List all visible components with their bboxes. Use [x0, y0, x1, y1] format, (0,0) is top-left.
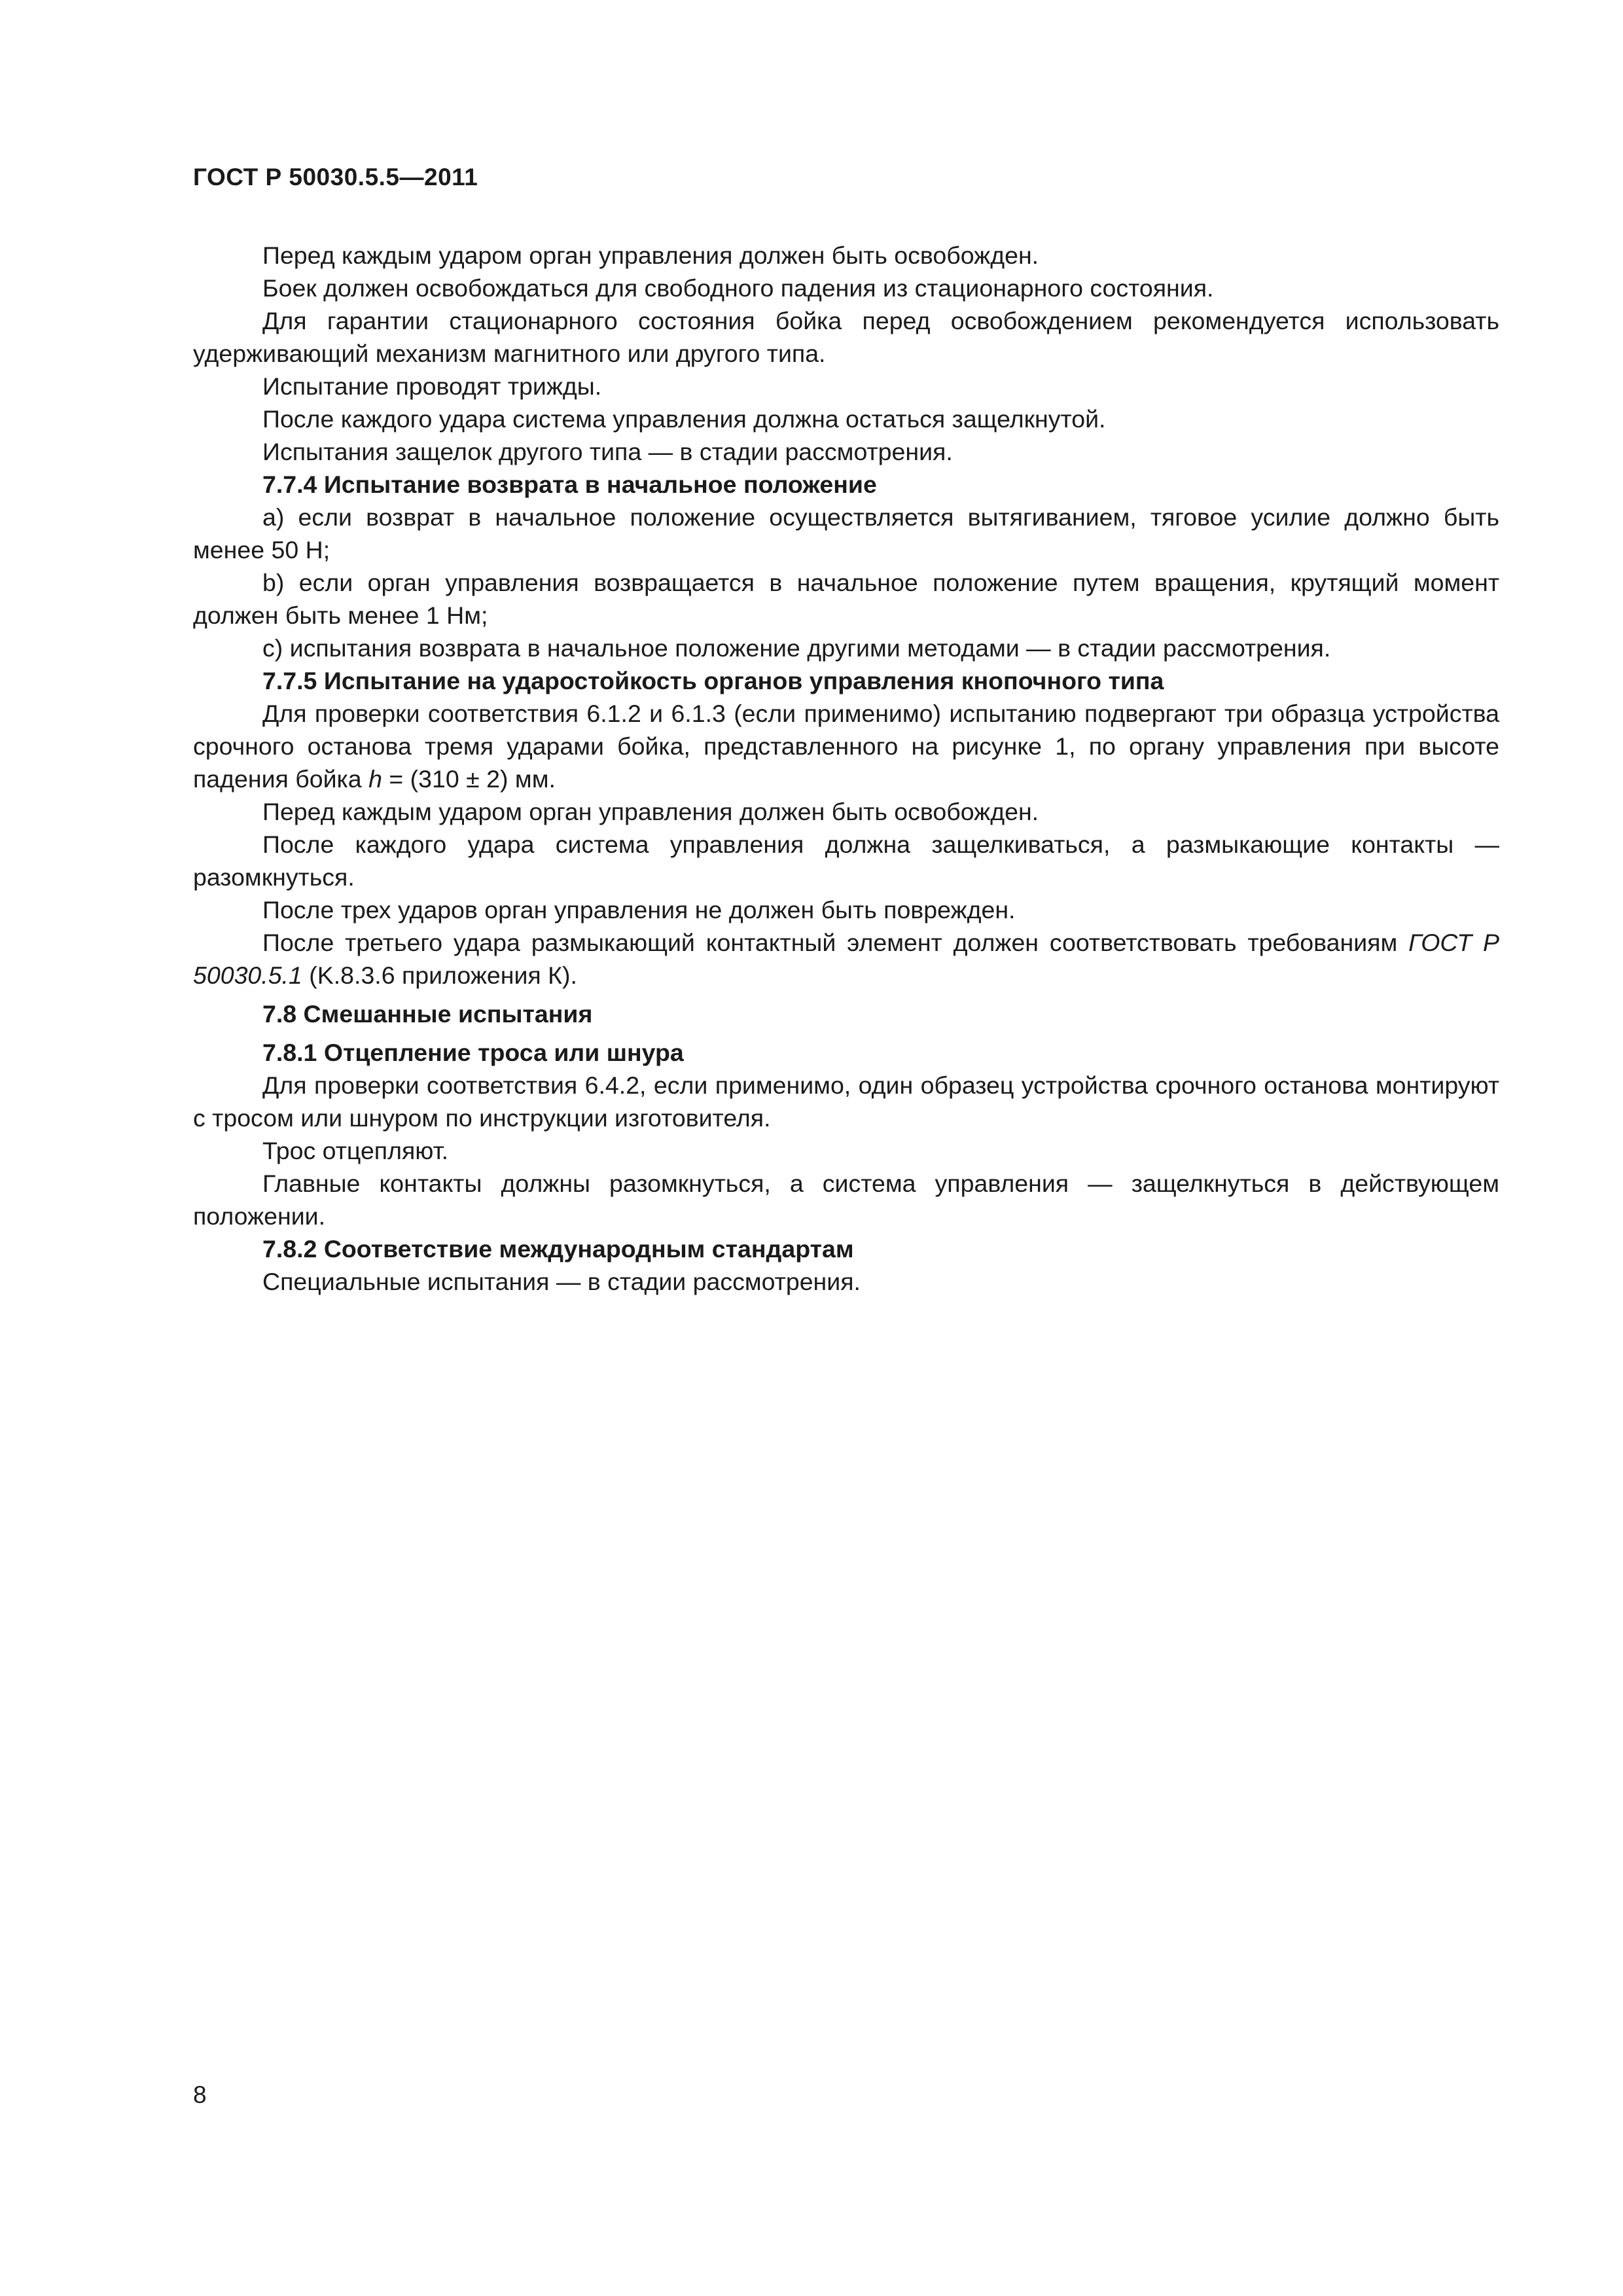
section-heading-7-7-5: 7.7.5 Испытание на ударостойкость органов управления кнопочного типа	[262, 667, 1164, 694]
list-item-c: c) испытания возврата в начальное положение другими методами — в стадии рассмотрения.	[262, 634, 1331, 662]
variable-h: h	[368, 765, 382, 793]
paragraph: Перед каждым ударом орган управления должен быть освобожден.	[262, 242, 1039, 269]
paragraph: Главные контакты должны разомкнуться, а система управления — защелкнуться в действующем положении.	[193, 1170, 1499, 1230]
section-heading-7-8-1: 7.8.1 Отцепление троса или шнура	[262, 1039, 684, 1066]
paragraph: Для проверки соответствия 6.4.2, если применимо, один образец устройства срочного останова монтируют с тросом или шнуром по инструкции изготовителя.	[193, 1071, 1499, 1132]
list-item-a: a) если возврат в начальное положение осуществляется вытягиванием, тяговое усилие должно быть менее 50 Н;	[193, 503, 1499, 564]
paragraph: После каждого удара система управления должна остаться защелкнутой.	[262, 405, 1106, 433]
paragraph	[193, 926, 1499, 992]
document-body	[193, 239, 1499, 1298]
section-heading-7-7-4: 7.7.4 Испытание возврата в начальное положение	[262, 471, 877, 498]
paragraph: Испытания защелок другого типа — в стадии рассмотрения.	[262, 438, 953, 465]
paragraph: Испытание проводят трижды.	[262, 372, 602, 400]
section-heading-7-8: 7.8 Смешанные испытания	[262, 1000, 593, 1028]
paragraph: Трос отцепляют.	[262, 1137, 449, 1164]
paragraph-text: После третьего удара размыкающий контактный элемент должен соответствовать требованиям	[262, 929, 1409, 956]
paragraph-text: = (310 ± 2) мм.	[382, 765, 556, 793]
standard-reference: ГОСТ Р 50030.5.1	[193, 929, 1499, 989]
paragraph: Боек должен освобождаться для свободного падения из стационарного состояния.	[262, 274, 1214, 302]
paragraph	[193, 697, 1499, 795]
document-code-header: ГОСТ Р 50030.5.5—2011	[193, 164, 478, 190]
paragraph: Для гарантии стационарного состояния бойка перед освобождением рекомендуется использовать удерживающий механизм магнитного или другого типа.	[193, 307, 1499, 367]
page-number: 8	[193, 2081, 207, 2108]
paragraph-text: Для проверки соответствия 6.1.2 и 6.1.3 (если применимо) испытанию подвергают три образца устройства срочного останова тремя ударами бойка, представленного на рисунке 1, по органу управления при высоте падения бойка	[193, 700, 1499, 793]
paragraph: После каждого удара система управления должна защелкиваться, а размыкающие контакты — разомкнуться.	[193, 831, 1499, 891]
paragraph: Специальные испытания — в стадии рассмотрения.	[262, 1268, 861, 1295]
section-heading-7-8-2: 7.8.2 Соответствие международным стандартам	[262, 1235, 854, 1263]
paragraph: Перед каждым ударом орган управления должен быть освобожден.	[262, 798, 1039, 825]
paragraph-text: (K.8.3.6 приложения К).	[302, 961, 577, 989]
paragraph: После трех ударов орган управления не должен быть поврежден.	[262, 896, 1016, 924]
list-item-b: b) если орган управления возвращается в начальное положение путем вращения, крутящий момент должен быть менее 1 Нм;	[193, 569, 1499, 629]
